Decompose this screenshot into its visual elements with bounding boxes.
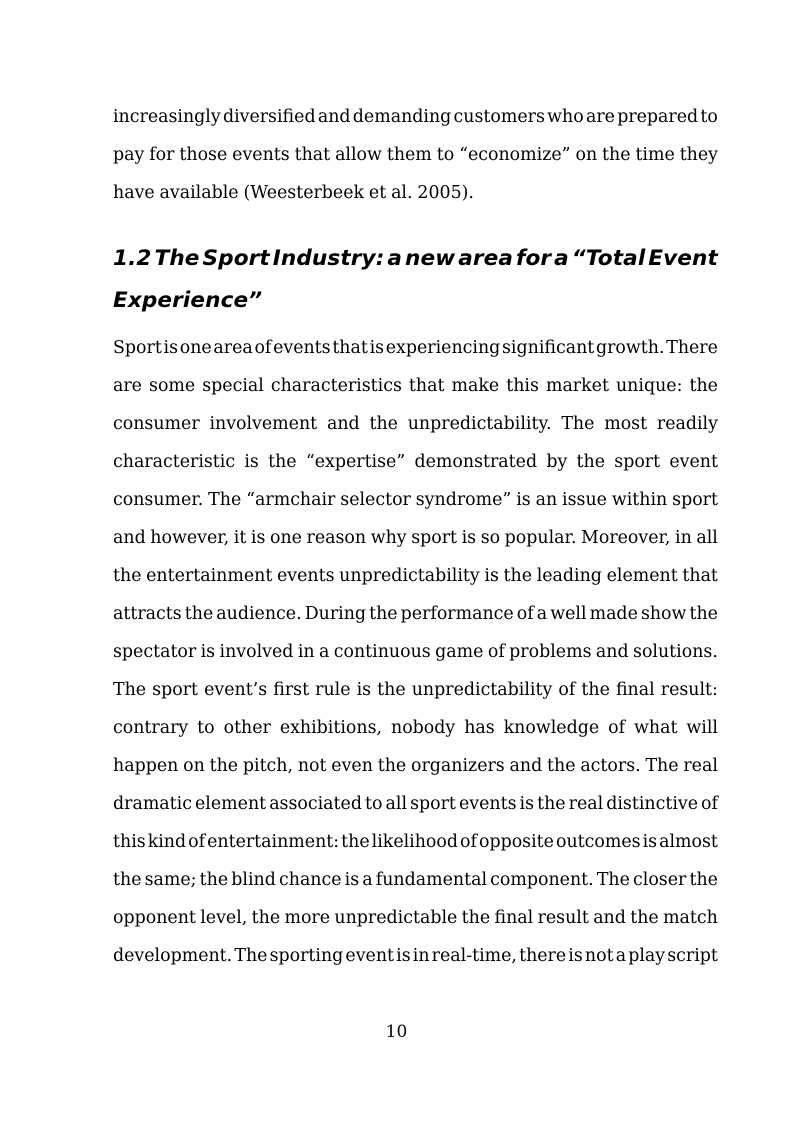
heading-line: 1.2 The Sport Industry: a new area for a “Total Event xyxy=(113,246,718,271)
page-number: 10 xyxy=(385,1022,408,1042)
body-line: development. The sporting event is in real-time, there is not a play script xyxy=(113,946,718,966)
intro-line: increasingly diversified and demanding customers who are prepared to xyxy=(113,107,718,127)
body-line: characteristic is the “expertise” demonstrated by the sport event xyxy=(113,452,718,472)
body-line: happen on the pitch, not even the organizers and the actors. The real xyxy=(113,756,718,776)
heading-line: Experience” xyxy=(113,288,263,313)
body-line: the same; the blind chance is a fundamental component. The closer the xyxy=(113,870,718,890)
intro-paragraph xyxy=(113,109,718,223)
body-line: this kind of entertainment: the likelihood of opposite outcomes is almost xyxy=(113,832,718,852)
body-line: consumer. The “armchair selector syndrome” is an issue within sport xyxy=(113,490,718,510)
body-line: opponent level, the more unpredictable the final result and the match xyxy=(113,908,718,928)
body-line: attracts the audience. During the performance of a well made show the xyxy=(113,604,718,624)
body-paragraph xyxy=(113,340,718,986)
body-line: Sport is one area of events that is experiencing significant growth. There xyxy=(113,338,718,358)
body-line: are some special characteristics that make this market unique: the xyxy=(113,376,718,396)
intro-line: pay for those events that allow them to “economize” on the time they xyxy=(113,145,718,165)
body-line: spectator is involved in a continuous game of problems and solutions. xyxy=(113,642,718,662)
body-line: and however, it is one reason why sport is so popular. Moreover, in all xyxy=(113,528,718,548)
section-heading xyxy=(113,248,718,332)
body-line: consumer involvement and the unpredictability. The most readily xyxy=(113,414,718,434)
body-line: The sport event’s first rule is the unpredictability of the final result: xyxy=(113,680,718,700)
body-line: dramatic element associated to all sport events is the real distinctive of xyxy=(113,794,718,814)
body-line: contrary to other exhibitions, nobody has knowledge of what will xyxy=(113,718,718,738)
intro-line: have available (Weesterbeek et al. 2005). xyxy=(113,183,474,203)
body-line: the entertainment events unpredictability is the leading element that xyxy=(113,566,718,586)
